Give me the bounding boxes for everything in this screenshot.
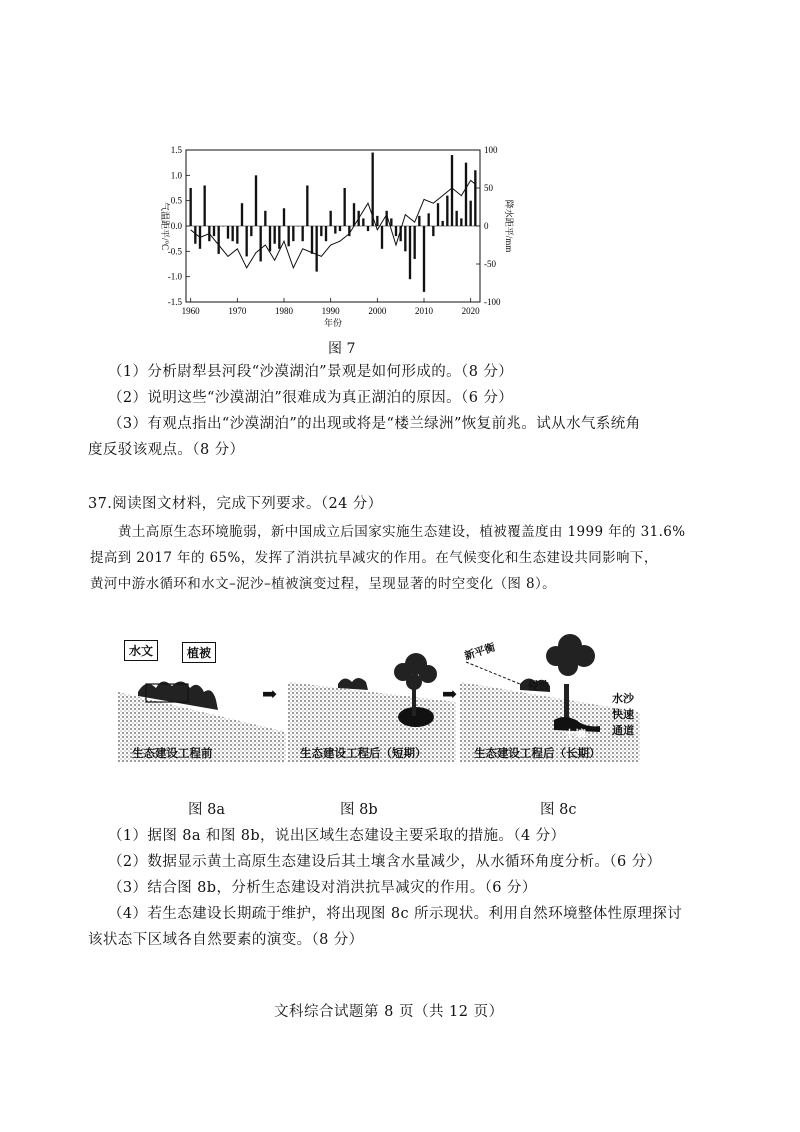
arrow-b-to-c-icon: ➡: [442, 684, 458, 705]
figure-7-svg: [150, 140, 514, 340]
temperature-bar: [446, 196, 448, 226]
erosion-label: 侵蚀: [528, 680, 549, 692]
panel-c-label: 生态建设工程后（长期）: [474, 746, 601, 760]
temperature-bar: [306, 185, 308, 226]
temperature-bar: [470, 201, 472, 226]
fast-channel-label-1: 水沙: [612, 692, 634, 705]
y-left-tick-label: -0.5: [167, 246, 182, 257]
figure-8c-panel: [460, 632, 640, 762]
y-left-tick-label: 1.5: [170, 145, 182, 155]
vegetation-label-box: 植被: [182, 642, 216, 663]
y-right-tick-label: -100: [484, 297, 501, 307]
temperature-bar: [264, 211, 266, 226]
q37-para-line-2: 提高到 2017 年的 65%，发挥了消洪抗旱减灾的作用。在气候变化和生态建设共同影响下，: [90, 550, 658, 566]
y-left-axis-label: 气温距平/°C: [160, 201, 170, 251]
q37-item-1: （1）据图 8a 和图 8b，说出区域生态建设主要采取的措施。（4 分）: [108, 828, 566, 844]
page-footer: 文科综合试题第 8 页（共 12 页）: [274, 1004, 504, 1020]
temperature-bar: [334, 226, 336, 234]
y-right-tick-label: -50: [484, 259, 496, 269]
temperature-bar: [236, 226, 238, 244]
temperature-bar: [465, 163, 467, 226]
q37-item-2: （2）数据显示黄土高原生态建设后其土壤含水量减少，从水循环角度分析。（6 分）: [108, 854, 662, 870]
temperature-bar: [190, 188, 192, 226]
temperature-bar: [362, 218, 364, 226]
temperature-bar: [460, 218, 462, 226]
temperature-bar: [414, 226, 416, 259]
temperature-bar: [232, 226, 234, 241]
temperature-bar: [456, 211, 458, 226]
figure-7-chart: [150, 140, 514, 340]
figure-8b-panel: [288, 632, 456, 762]
figure-8a-caption: 图 8a: [188, 802, 225, 818]
temperature-bar: [246, 226, 248, 256]
temperature-bar: [288, 226, 290, 246]
y-left-tick-label: -1.5: [167, 297, 182, 307]
x-tick-label: 1980: [275, 306, 293, 316]
temperature-bar: [418, 216, 420, 226]
temperature-bar: [302, 226, 304, 241]
temperature-bar: [204, 185, 206, 226]
y-right-tick-label: 50: [484, 183, 493, 193]
figure-8b-caption: 图 8b: [340, 802, 378, 818]
y-right-axis-label: 降水距平/mm: [504, 199, 514, 253]
q36-item-1: （1）分析尉犁县河段“沙漠湖泊”景观是如何形成的。（8 分）: [108, 364, 514, 380]
temperature-bar: [451, 155, 453, 226]
x-axis-label: 年份: [323, 318, 343, 328]
y-left-tick-label: 1.0: [170, 170, 182, 181]
figure-8c-caption: 图 8c: [540, 802, 577, 818]
temperature-bar: [474, 170, 476, 226]
figure-8b-illustration: [288, 632, 456, 762]
temperature-bar: [278, 226, 280, 249]
temperature-bar: [297, 226, 299, 227]
q36-item-2: （2）说明这些“沙漠湖泊”很难成为真正湖泊的原因。（6 分）: [108, 390, 514, 406]
q37-item-3: （3）结合图 8b，分析生态建设对消洪抗旱减灾的作用。（6 分）: [108, 880, 537, 896]
soil-label: 土壤: [564, 728, 586, 741]
temperature-bar: [311, 226, 313, 254]
temperature-bar: [381, 226, 383, 249]
temperature-bar: [390, 218, 392, 226]
temperature-bar: [432, 226, 434, 236]
temperature-bar: [269, 226, 271, 251]
panel-b-label: 生态建设工程后（短期）: [300, 746, 427, 760]
temperature-bar: [255, 175, 257, 226]
temperature-bar: [339, 226, 341, 231]
y-right-tick-label: 100: [484, 145, 498, 155]
temperature-bar: [283, 208, 285, 226]
temperature-bar: [376, 216, 378, 226]
temperature-bar: [227, 226, 229, 239]
x-tick-label: 1970: [228, 306, 247, 316]
y-left-tick-label: -1.0: [167, 271, 182, 282]
q37-item-4-cont: 该状态下区域各自然要素的演变。（8 分）: [88, 932, 364, 948]
x-tick-label: 1960: [181, 306, 200, 316]
new-balance-label: 新平衡: [463, 641, 497, 663]
temperature-bar: [423, 226, 425, 292]
x-tick-label: 2020: [461, 306, 480, 316]
y-left-tick-label: 0.0: [170, 221, 182, 231]
temperature-bar: [218, 226, 220, 254]
temperature-bar: [367, 226, 369, 231]
temperature-bar: [222, 226, 224, 227]
temperature-bar: [274, 226, 276, 244]
temperature-bar: [437, 203, 439, 226]
temperature-bar: [409, 226, 411, 279]
temperature-bar: [404, 226, 406, 251]
panel-a-label: 生态建设工程前: [132, 746, 213, 760]
water-label-box: 水文: [124, 640, 158, 661]
q36-item-3-cont: 度反驳该观点。（8 分）: [88, 442, 245, 458]
y-right-tick-label: 0: [484, 221, 489, 231]
q37-para-line-3: 黄河中游水循环和水文–泥沙–植被演变过程，呈现显著的时空变化（图 8）。: [90, 576, 557, 592]
q37-para-line-1: 黄土高原生态环境脆弱，新中国成立后国家实施生态建设，植被覆盖度由 1999 年的 31.6%: [118, 524, 686, 540]
precipitation-line: [191, 180, 476, 267]
y-left-tick-label: 0.5: [170, 195, 182, 206]
temperature-bar: [428, 213, 430, 226]
temperature-bar: [330, 211, 332, 226]
q36-item-3: （3）有观点指出“沙漠湖泊”的出现或将是“楼兰绿洲”恢复前兆。试从水气系统角: [108, 416, 641, 432]
x-tick-label: 2000: [368, 306, 387, 316]
temperature-bar: [241, 203, 243, 226]
temperature-bar: [353, 203, 355, 226]
fast-channel-label-2: 快速: [612, 708, 634, 721]
fast-channel-label-3: 通道: [612, 724, 634, 737]
temperature-bar: [442, 221, 444, 226]
x-tick-label: 2010: [415, 306, 433, 316]
temperature-bar: [250, 226, 252, 236]
temperature-bar: [213, 226, 215, 236]
temperature-bar: [260, 226, 262, 261]
temperature-bar: [316, 226, 318, 272]
q37-title: 37.阅读图文材料，完成下列要求。（24 分）: [88, 496, 383, 512]
temperature-bar: [325, 226, 327, 241]
q37-item-4: （4）若生态建设长期疏于维护，将出现图 8c 所示现状。利用自然环境整体性原理探讨: [108, 906, 683, 922]
temperature-bar: [395, 226, 397, 236]
temperature-bar: [344, 188, 346, 226]
arrow-a-to-b-icon: ➡: [262, 684, 278, 705]
figure-7-caption: 图 7: [328, 341, 356, 357]
temperature-bar: [320, 226, 322, 236]
figure-8a-panel: [118, 632, 286, 762]
temperature-bar: [292, 226, 294, 241]
x-tick-label: 1990: [321, 306, 340, 316]
